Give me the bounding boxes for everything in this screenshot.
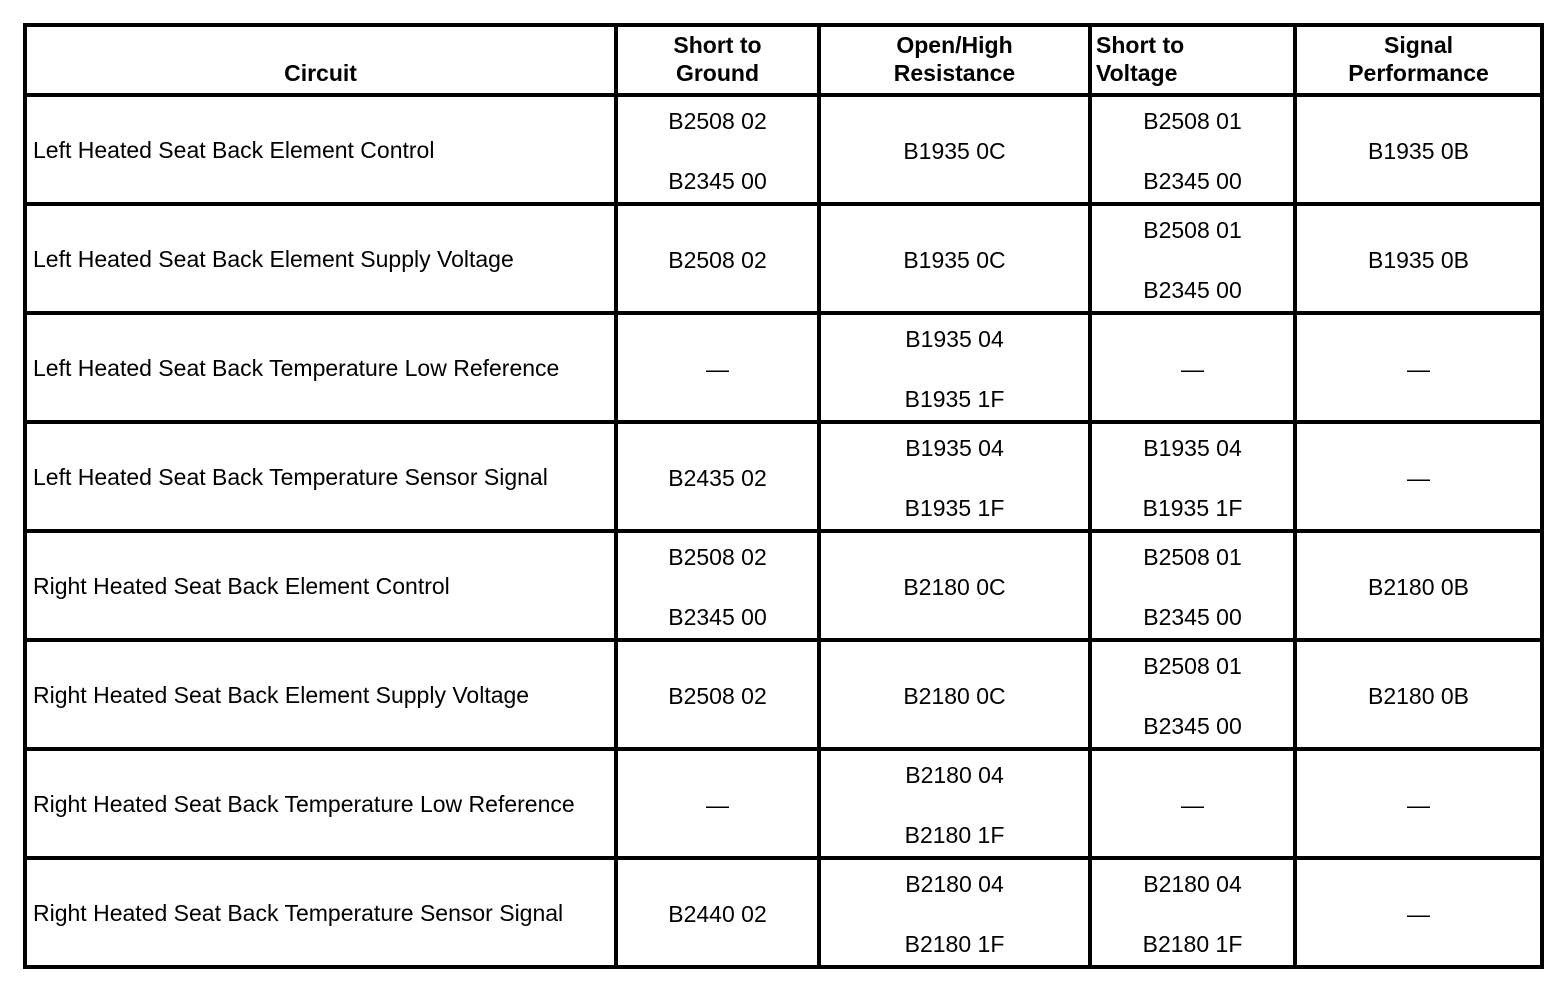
short-to-voltage-cell	[1090, 858, 1295, 967]
table-row	[25, 858, 1542, 967]
dtc-code: B2345 00	[1143, 167, 1242, 194]
circuit-name: Right Heated Seat Back Element Supply Voltage	[33, 681, 530, 708]
dtc-code: B2180 1F	[1142, 930, 1243, 957]
dtc-code: B2180 0B	[1367, 682, 1470, 709]
short-to-ground-cell	[616, 422, 819, 531]
dtc-code: B2345 00	[668, 167, 767, 194]
table-body	[25, 95, 1542, 967]
short-to-voltage-cell	[1090, 313, 1295, 422]
signal-performance-cell	[1295, 313, 1542, 422]
dtc-code: B2180 04	[905, 870, 1004, 897]
signal-performance-cell	[1295, 204, 1542, 313]
signal-performance-cell	[1295, 749, 1542, 858]
signal-performance-cell	[1295, 95, 1542, 204]
not-applicable-dash: —	[1407, 791, 1430, 818]
dtc-code: B2180 04	[905, 761, 1004, 788]
dtc-code: B2345 00	[1143, 603, 1242, 630]
dtc-code: B2508 01	[1143, 543, 1242, 570]
dtc-code: B1935 0B	[1367, 137, 1470, 164]
signal-performance-cell	[1295, 858, 1542, 967]
header-open-high-resistance	[819, 25, 1090, 95]
dtc-code: B2508 02	[668, 682, 767, 709]
header-circuit	[25, 25, 616, 95]
dtc-code: B2508 02	[668, 246, 767, 273]
short-to-ground-cell	[616, 749, 819, 858]
short-to-voltage-cell	[1090, 422, 1295, 531]
circuit-name: Right Heated Seat Back Element Control	[33, 572, 450, 599]
header-signal-performance-line2: Performance	[1348, 60, 1489, 86]
header-short-to-ground	[616, 25, 819, 95]
dtc-code: B2508 02	[668, 107, 767, 134]
circuit-name: Left Heated Seat Back Temperature Low Reference	[33, 354, 560, 381]
dtc-code: B2180 0B	[1367, 573, 1470, 600]
header-short-to-voltage	[1090, 25, 1295, 95]
header-signal-performance	[1295, 25, 1542, 95]
circuit-name: Left Heated Seat Back Element Control	[33, 136, 435, 163]
table-row	[25, 422, 1542, 531]
dtc-code: B2345 00	[1143, 712, 1242, 739]
dtc-code: B1935 0C	[903, 137, 1006, 164]
header-open-high-resistance-line1: Open/High	[896, 32, 1013, 58]
header-short-to-voltage-line1: Short to	[1096, 32, 1185, 58]
dtc-code: B2508 01	[1143, 216, 1242, 243]
dtc-code: B1935 0C	[903, 246, 1006, 273]
not-applicable-dash: —	[1181, 791, 1204, 818]
dtc-code: B2345 00	[1143, 276, 1242, 303]
short-to-ground-cell	[616, 95, 819, 204]
short-to-voltage-cell	[1090, 204, 1295, 313]
open-high-resistance-cell	[819, 858, 1090, 967]
header-signal-performance-line1: Signal	[1383, 32, 1453, 58]
open-high-resistance-cell	[819, 422, 1090, 531]
dtc-code: B2508 01	[1143, 107, 1242, 134]
dtc-code: B2180 1F	[904, 821, 1005, 848]
dtc-code: B1935 0B	[1367, 246, 1470, 273]
not-applicable-dash: —	[706, 355, 729, 382]
short-to-voltage-cell	[1090, 749, 1295, 858]
circuit-name: Left Heated Seat Back Temperature Sensor Signal	[33, 463, 548, 490]
dtc-code: B2435 02	[668, 464, 767, 491]
dtc-code: B1935 1F	[904, 494, 1005, 521]
header-short-to-ground-line2: Ground	[675, 60, 760, 86]
open-high-resistance-cell	[819, 313, 1090, 422]
circuit-name-cell	[25, 204, 616, 313]
dtc-circuit-table	[23, 23, 1544, 969]
dtc-code: B2180 0C	[903, 573, 1006, 600]
dtc-code: B2345 00	[668, 603, 767, 630]
dtc-code: B2440 02	[668, 900, 767, 927]
not-applicable-dash: —	[1407, 464, 1430, 491]
short-to-ground-cell	[616, 531, 819, 640]
not-applicable-dash: —	[1181, 355, 1204, 382]
short-to-voltage-cell	[1090, 640, 1295, 749]
signal-performance-cell	[1295, 531, 1542, 640]
dtc-code: B1935 04	[905, 325, 1004, 352]
table-row	[25, 640, 1542, 749]
circuit-name-cell	[25, 749, 616, 858]
table-row	[25, 531, 1542, 640]
short-to-ground-cell	[616, 313, 819, 422]
signal-performance-cell	[1295, 640, 1542, 749]
circuit-name-cell	[25, 422, 616, 531]
short-to-ground-cell	[616, 640, 819, 749]
not-applicable-dash: —	[706, 791, 729, 818]
dtc-code: B1935 04	[1143, 434, 1242, 461]
header-short-to-ground-line1: Short to	[673, 32, 762, 58]
table-row	[25, 749, 1542, 858]
circuit-name: Right Heated Seat Back Temperature Sensor Signal	[33, 899, 564, 926]
short-to-ground-cell	[616, 204, 819, 313]
header-short-to-voltage-line2: Voltage	[1096, 60, 1178, 86]
circuit-name-cell	[25, 313, 616, 422]
table-row	[25, 204, 1542, 313]
not-applicable-dash: —	[1407, 355, 1430, 382]
dtc-code: B1935 1F	[904, 385, 1005, 412]
not-applicable-dash: —	[1407, 900, 1430, 927]
dtc-code: B2508 01	[1143, 652, 1242, 679]
dtc-code: B2180 1F	[904, 930, 1005, 957]
table-header	[25, 25, 1542, 95]
open-high-resistance-cell	[819, 640, 1090, 749]
dtc-code: B2508 02	[668, 543, 767, 570]
dtc-code: B1935 04	[905, 434, 1004, 461]
header-row	[25, 25, 1542, 95]
dtc-code: B1935 1F	[1142, 494, 1243, 521]
circuit-name-cell	[25, 640, 616, 749]
table-row	[25, 313, 1542, 422]
header-open-high-resistance-line2: Resistance	[893, 60, 1016, 86]
open-high-resistance-cell	[819, 749, 1090, 858]
open-high-resistance-cell	[819, 531, 1090, 640]
circuit-name-cell	[25, 858, 616, 967]
circuit-name-cell	[25, 95, 616, 204]
circuit-name: Left Heated Seat Back Element Supply Voltage	[33, 245, 514, 272]
signal-performance-cell	[1295, 422, 1542, 531]
circuit-name: Right Heated Seat Back Temperature Low Reference	[33, 790, 575, 817]
short-to-voltage-cell	[1090, 95, 1295, 204]
short-to-voltage-cell	[1090, 531, 1295, 640]
header-circuit-label: Circuit	[284, 60, 357, 86]
dtc-code: B2180 04	[1143, 870, 1242, 897]
dtc-code: B2180 0C	[903, 682, 1006, 709]
circuit-name-cell	[25, 531, 616, 640]
table-row	[25, 95, 1542, 204]
short-to-ground-cell	[616, 858, 819, 967]
open-high-resistance-cell	[819, 204, 1090, 313]
open-high-resistance-cell	[819, 95, 1090, 204]
